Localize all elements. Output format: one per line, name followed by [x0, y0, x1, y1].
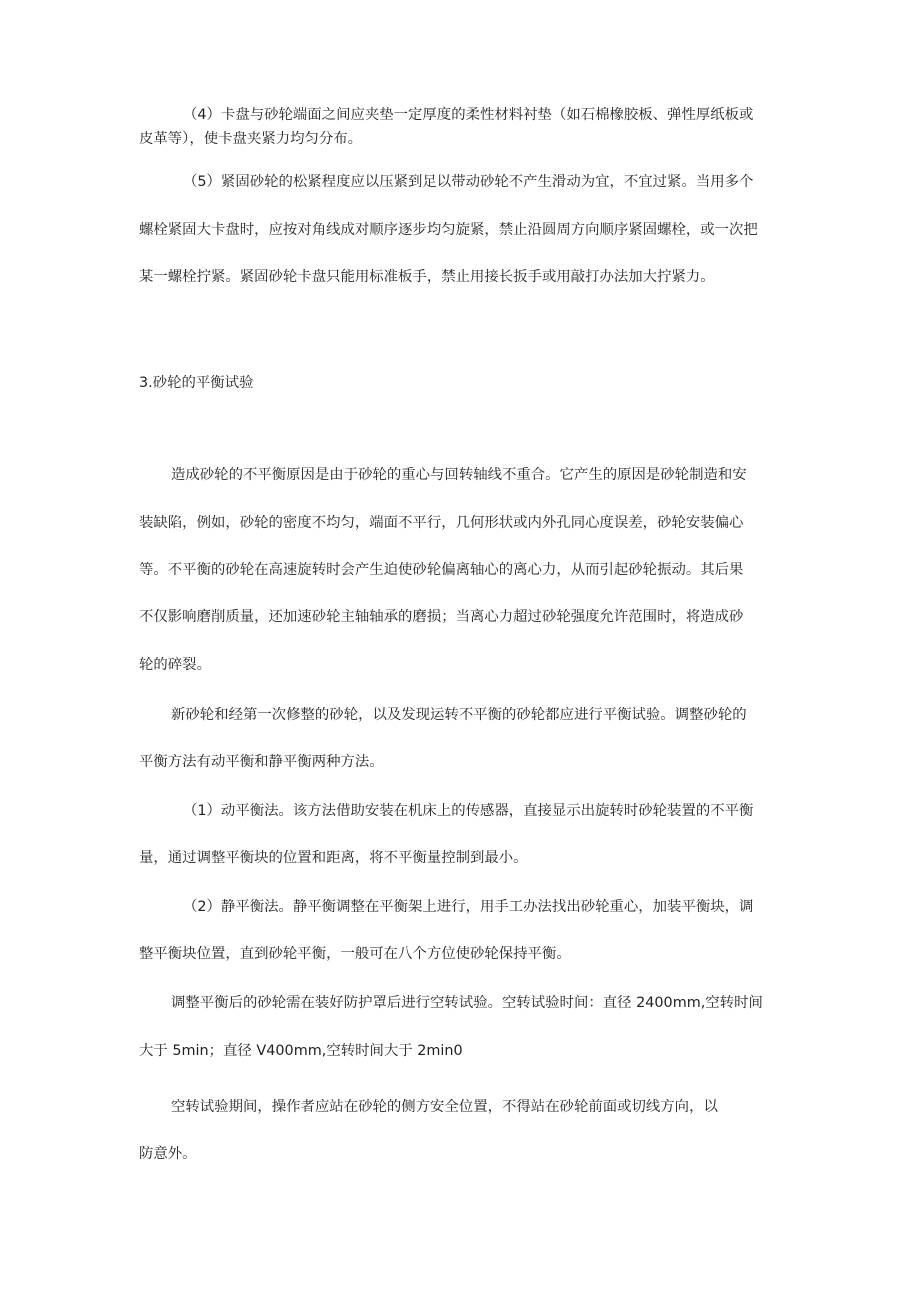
text-line: 大于 5min；直径 V400mm,空转时间大于 2min0	[139, 1043, 463, 1059]
text-line: （2）静平衡法。静平衡调整在平衡架上进行，用手工办法找出砂轮重心，加装平衡块，调	[183, 899, 754, 915]
text-line: 螺栓紧固大卡盘时，应按对角线成对顺序逐步均匀旋紧，禁止沿圆周方向顺序紧固螺栓，或一次把	[139, 222, 758, 238]
text-line: 装缺陷，例如，砂轮的密度不均匀，端面不平行，几何形状或内外孔同心度误差，砂轮安装偏心	[139, 515, 744, 531]
text-line: 平衡方法有动平衡和静平衡两种方法。	[139, 754, 384, 770]
text-line: 不仅影响磨削质量，还加速砂轮主轴轴承的磨损；当离心力超过砂轮强度允许范围时，将造成砂	[139, 609, 744, 625]
text-line: 某一螺栓拧紧。紧固砂轮卡盘只能用标准板手，禁止用接长扳手或用敲打办法加大拧紧力。	[139, 269, 715, 285]
text-line: 造成砂轮的不平衡原因是由于砂轮的重心与回转轴线不重合。它产生的原因是砂轮制造和安	[171, 467, 747, 483]
text-line: 等。不平衡的砂轮在高速旋转时会产生迫使砂轮偏离轴心的离心力，从而引起砂轮振动。其后果	[139, 562, 744, 578]
text-line: 防意外。	[139, 1146, 197, 1162]
text-line: （5）紧固砂轮的松紧程度应以压紧到足以带动砂轮不产生滑动为宜，不宜过紧。当用多个	[183, 174, 754, 190]
text-line: 整平衡块位置，直到砂轮平衡，一般可在八个方位使砂轮保持平衡。	[139, 946, 571, 962]
text-line: （1）动平衡法。该方法借助安装在机床上的传感器，直接显示出旋转时砂轮装置的不平衡	[183, 803, 754, 819]
text-line: 调整平衡后的砂轮需在装好防护罩后进行空转试验。空转试验时间：直径 2400mm,空转时间	[171, 995, 763, 1011]
text-line: 新砂轮和经第一次修整的砂轮，以及发现运转不平衡的砂轮都应进行平衡试验。调整砂轮的	[171, 707, 747, 723]
text-line: 量，通过调整平衡块的位置和距离，将不平衡量控制到最小。	[139, 850, 528, 866]
text-line: 轮的碎裂。	[139, 657, 211, 673]
text-line: 空转试验期间，操作者应站在砂轮的侧方安全位置，不得站在砂轮前面或切线方向，以	[171, 1099, 718, 1115]
section-heading: 3.砂轮的平衡试验	[139, 375, 254, 391]
text-line: （4）卡盘与砂轮端面之间应夹垫一定厚度的柔性材料衬垫（如石棉橡胶板、弹性厚纸板或	[183, 107, 754, 123]
text-line: 皮革等），使卡盘夹紧力均匀分布。	[139, 131, 363, 147]
